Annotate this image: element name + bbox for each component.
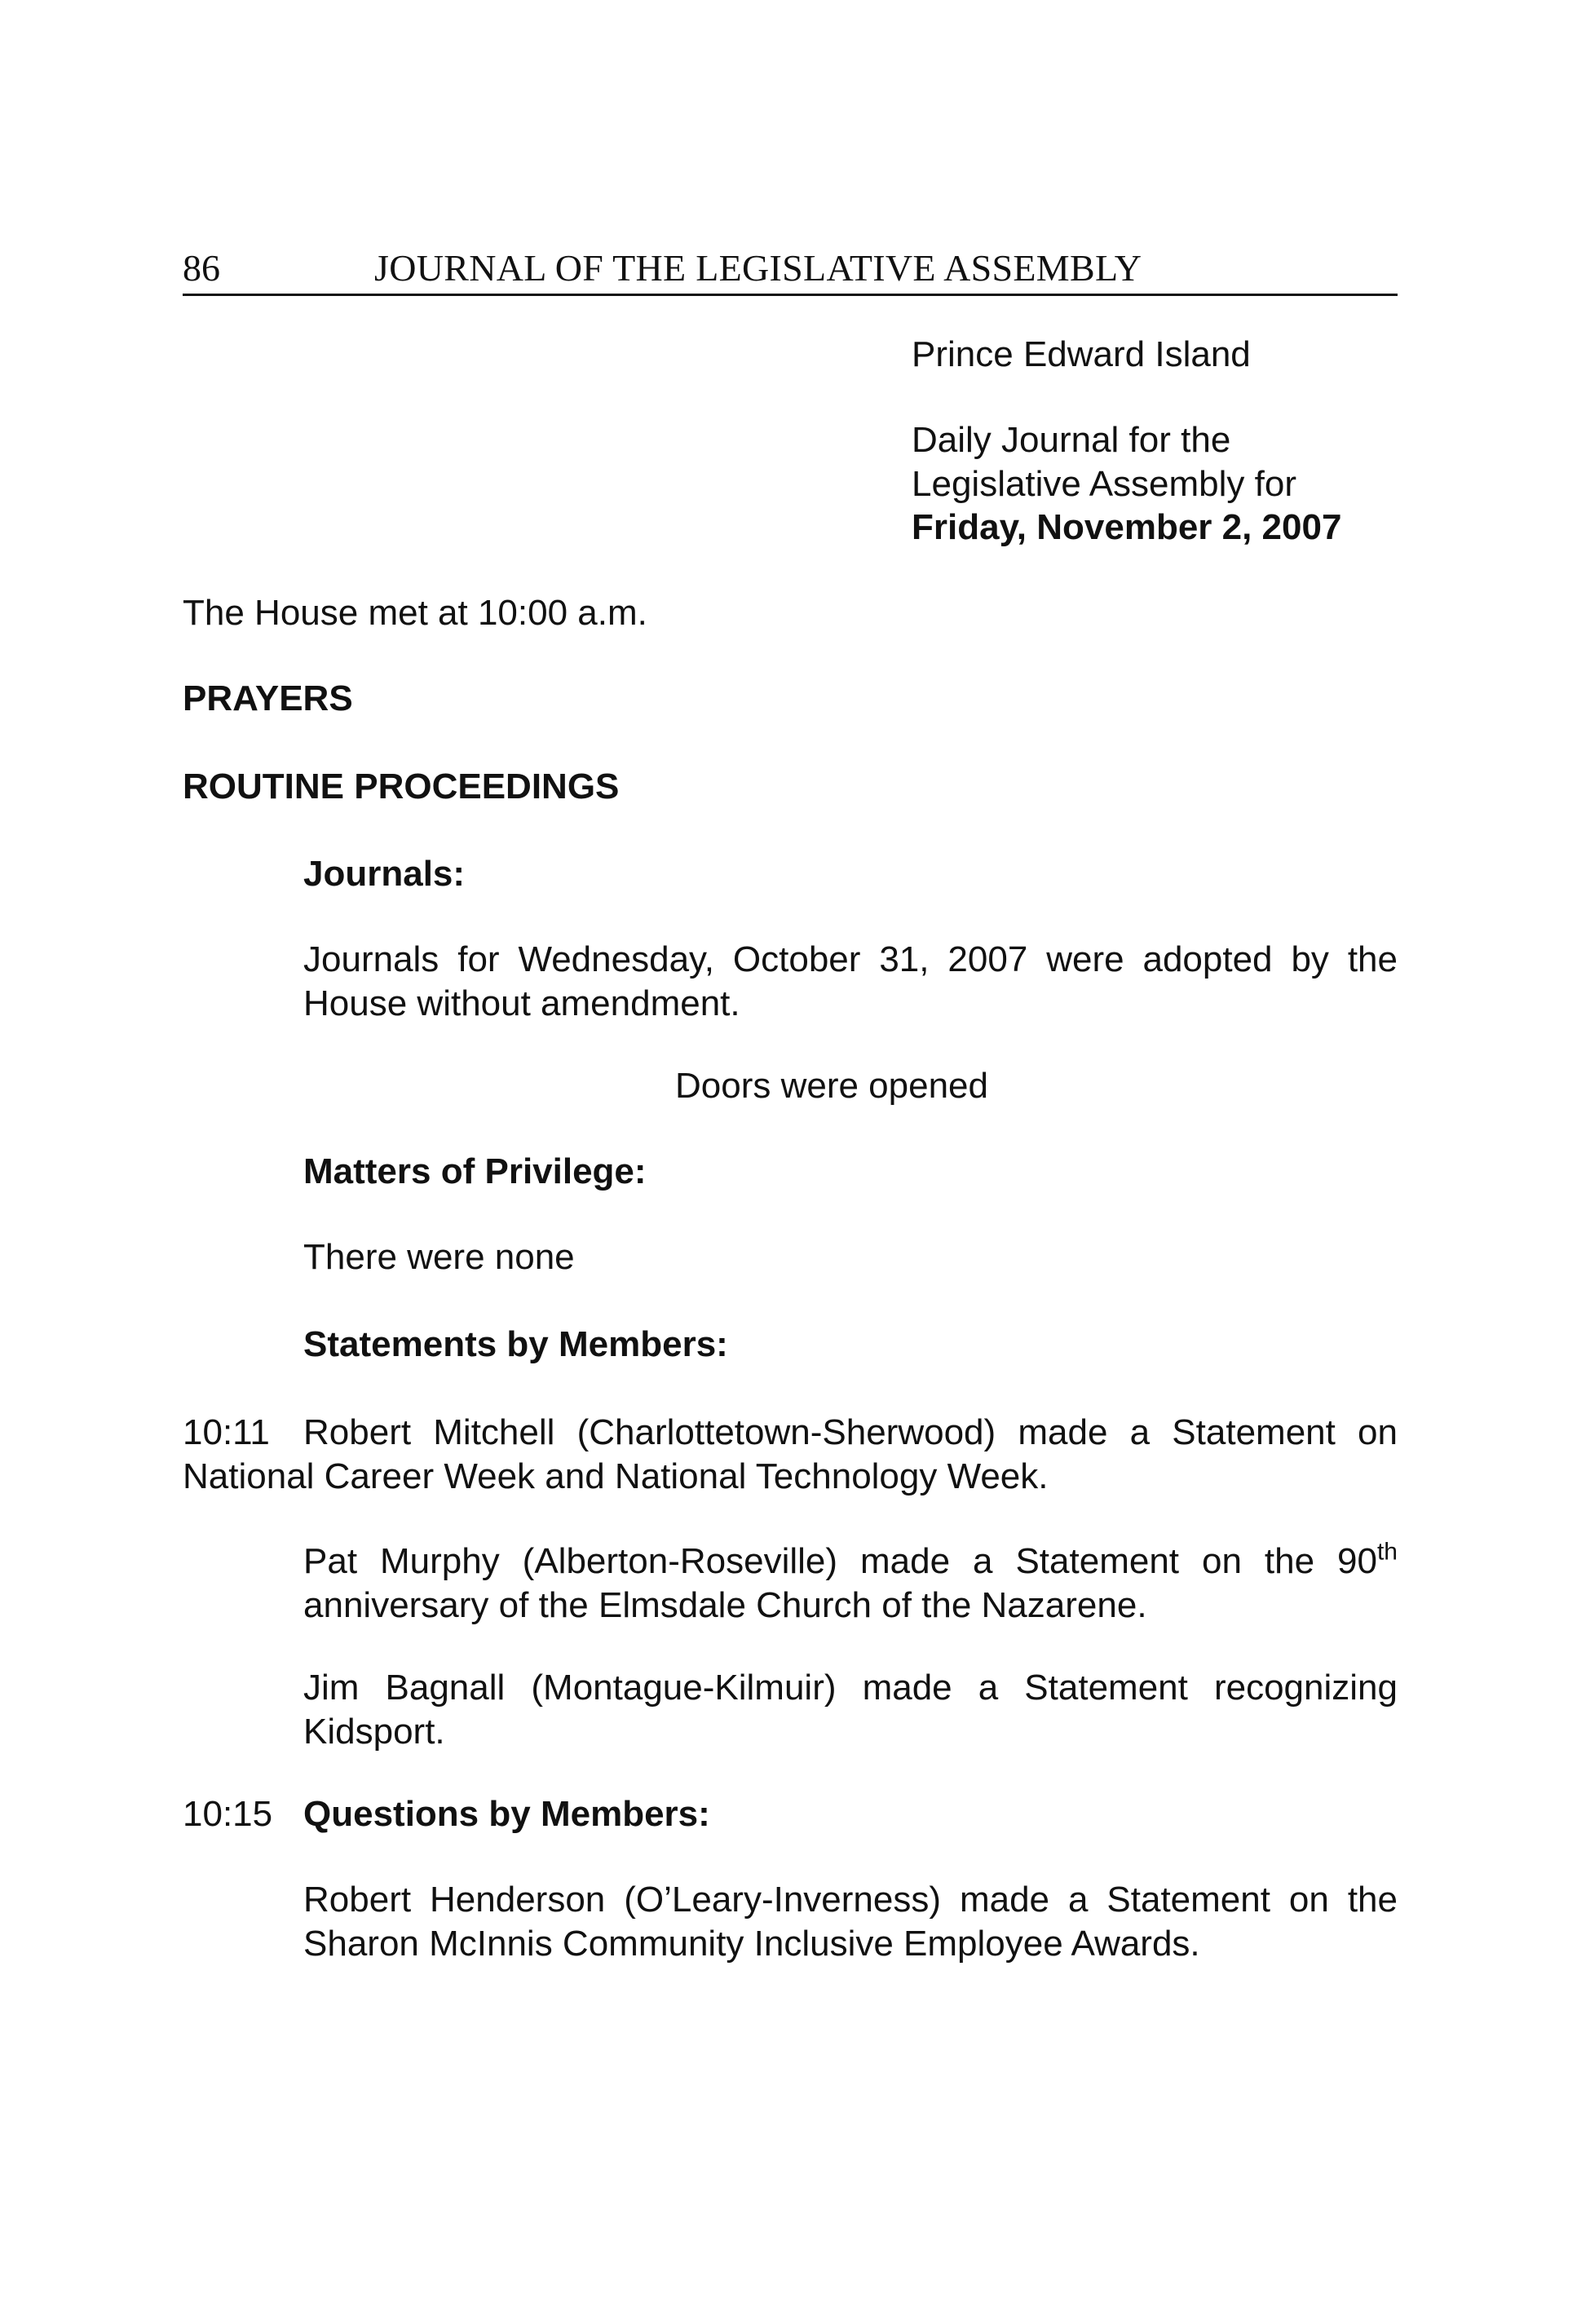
page-number: 86 [183, 247, 220, 289]
statement-mitchell: Robert Mitchell (Charlottetown-Sherwood) made a Statement on National Career Week and National Technology Week. [183, 1412, 1398, 1496]
masthead-line-2: Legislative Assembly for [912, 464, 1296, 504]
journals-heading: Journals: [303, 854, 466, 894]
opening-line: The House met at 10:00 a.m. [183, 593, 647, 633]
statement-bagnall: Jim Bagnall (Montague-Kilmuir) made a Statement recognizing Kidsport. [303, 1668, 1398, 1752]
doors-note: Doors were opened [674, 1066, 988, 1106]
questions-heading: Questions by Members: [303, 1794, 710, 1834]
routine-proceedings-heading: ROUTINE PROCEEDINGS [183, 767, 620, 806]
statement-murphy [303, 1540, 1398, 1628]
ordinal-suffix: th [1376, 1538, 1398, 1566]
sitting-date: Friday, November 2, 2007 [912, 507, 1342, 547]
journals-text: Journals for Wednesday, October 31, 2007 were adopted by the House without amendment. [303, 939, 1398, 1023]
privilege-text: There were none [303, 1237, 575, 1277]
statements-heading: Statements by Members: [303, 1324, 728, 1364]
province-name: Prince Edward Island [912, 334, 1251, 374]
statement-henderson: Robert Henderson (O’Leary-Inverness) made a Statement on the Sharon McInnis Community Inclusive Employee Awards. [303, 1880, 1398, 1964]
statement-murphy-text-a: Pat Murphy (Alberton-Roseville) made a Statement on the 90 [303, 1541, 1377, 1581]
journal-title: JOURNAL OF THE LEGISLATIVE ASSEMBLY [374, 247, 1142, 289]
prayers-heading: PRAYERS [183, 678, 353, 718]
statement-time: 10:11 [183, 1412, 270, 1452]
running-header [183, 246, 1398, 296]
statement-murphy-text-b: anniversary of the Elmsdale Church of the Nazarene. [303, 1585, 1147, 1625]
privilege-heading: Matters of Privilege: [303, 1151, 647, 1191]
questions-time: 10:15 [183, 1794, 273, 1834]
masthead-line-1: Daily Journal for the [912, 420, 1231, 460]
